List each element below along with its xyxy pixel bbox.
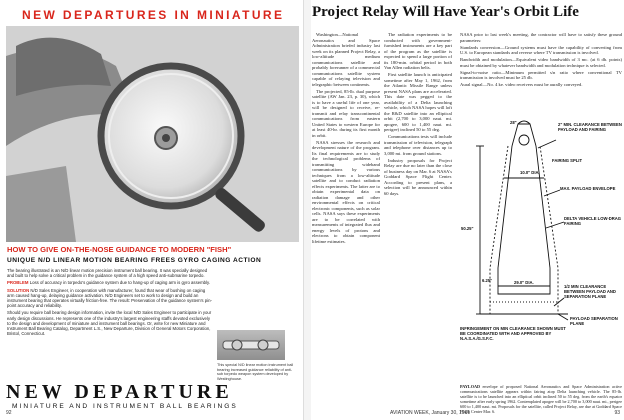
article-column-1 <box>312 32 380 402</box>
paragraph: First satellite launch is anticipated sometime after May 1, 1962, from the Atlantic Missile Range unless present NASA plans are accelerated. This date was pegged to the availability of a Delta launching vehicle, which NASA hopes will loft the R&D satellite into an elliptical orbit (2,700 to 3,000 naut. mi. apogee, 600 to 1,400 naut. mi. perigee) inclined 50 to 55 deg. <box>384 72 452 132</box>
thumbnail-caption: This special N/D linear motion instrument ball bearing increased guidance reliability of anti-sub torpedo weapon system developed by Westinghouse. <box>217 363 294 381</box>
fairing-split-label: FAIRING SPLIT <box>552 158 583 163</box>
separation-plane-label: PAYLOAD SEPARATION PLANE <box>570 316 618 326</box>
paragraph: Standards conversion—Ground systems must have the capability of converting from U.S. to European standards and reverse where TV transmission is involved. <box>460 44 622 55</box>
ad-headline: NEW DEPARTURES IN MINIATURE <box>22 8 285 22</box>
paragraph: The radiation experiments to be conducted with government-furnished instruments are a key part of the program as the satellite is expected to spend a large portion of its 180-min. orbital period in both Van Allen radiation belts. <box>384 32 452 70</box>
dim-625-label: 6.25" <box>482 278 493 283</box>
problem-text: Loss of accuracy in torpedo's guidance system due to hang-up of caging arm is gyro assembly. <box>29 280 211 286</box>
article-page <box>310 0 624 420</box>
magnifier-photo <box>6 26 299 242</box>
max-envelope-label: MAX. PAYLOAD ENVELOPE <box>560 186 616 191</box>
ad-subheadline-2: UNIQUE N/D LINEAR MOTION BEARING FREES GYRO CAGING ACTION <box>7 257 262 264</box>
solution-label: SOLUTION <box>7 287 30 293</box>
paragraph: Communications tests will include transmission of television, telegraph and telephone over distances up to 3,000 mi. from ground stations. <box>384 134 452 156</box>
article-column-2 <box>384 32 452 402</box>
paragraph: Bandwidth and modulation—Equivalent video bandwidth of 3 mc. (at 6 db. points) must be obtained by whatever bandwidth and modulation technique is selected. <box>460 57 622 68</box>
paragraph: Signal-to-noise ratio—Minimum permitted s/n ratio where conventional TV transmission is involved must be 25 db. <box>460 69 622 80</box>
ad-problem <box>7 280 212 285</box>
brand-logo: NEW DEPARTURE <box>6 381 233 403</box>
page-number-left: 92 <box>6 410 12 416</box>
paragraph: Industry proposals for Project Relay are due no later than the close of business day on Mar. 6 at NASA's Goddard Space Flight Center. According to present plans, a selection will be announced within 60 days. <box>384 157 452 196</box>
paragraph: NASA stresses the research and development nature of the program. Its final requirements are to study the technological problems of transmitting wideband communications by various techniques from a low-altitude satellite and to conduct radiation effects experiments. The latter are to obtain experimental data on radiation damage and other environmental effects on critical electronic components, such as solar cells. NASA says these experiments are to be correlated with measurements of integrated flux and energy levels of protons and electrons to obtain component lifetime estimates. <box>312 139 380 244</box>
brand-tagline: MINIATURE AND INSTRUMENT BALL BEARINGS <box>12 403 238 410</box>
payload-diagram <box>460 118 624 342</box>
solution-text: N/D Sales Engineer, in cooperation with manufacturer, found that wear of bushing on caging arm caused hang-up, delaying guidance activation. N/D Engineers set to work to design and build an instrument bearing that operates virtually friction-free. The result: Preservation of the guidance system's pin-point accuracy and reliability. <box>7 287 212 309</box>
journal-footer: AVIATION WEEK, January 30, 1961 <box>390 410 471 416</box>
paragraph: Aural signal—No. 4 ke. video receivers must be aurally conveyed. <box>460 82 583 87</box>
paragraph: The projected, 85-lb. dual purpose satellite (AW Jan. 23, p. 30), which is to have a useful life of one year, will be designed to receive, re-transmit and relay transcontinental communications from eastern United States to western Europe for at least 40-hr. during its first month in orbit. <box>312 88 380 138</box>
bearing-icon <box>217 330 285 360</box>
dia-10-label: 10.0" DIA. <box>520 170 540 175</box>
height-label: 50.25" <box>461 226 474 231</box>
ad-closing: Should you require ball bearing design information, invite the local N/D Sales Engineer to participate in your early design discussions. He represents one of the industry's largest engineering staffs devoted exclusively to the design and development of miniature and instrument ball bearings. Or, write for new Miniature and Instrument Ball Bearing Catalog, Department L.S., New Departure, Division of General Motors Corporation, Bristol, Connecticut. <box>7 310 212 337</box>
ad-solution <box>7 288 212 309</box>
bearing-thumbnail <box>217 330 285 360</box>
clearance-label: 2" MIN. CLEARANCE BETWEEN PAYLOAD AND FAIRING <box>558 122 622 132</box>
infringement-note: INFRINGEMENT ON MIN CLEARANCE SHOWN MUST BE COORDINATED WITH AND APPROVED BY N.A.S.A./G.S.F.C. <box>460 326 566 341</box>
dia-29-label: 29.0" DIA. <box>514 280 534 285</box>
figure-caption-label: PAYLOAD <box>460 384 481 389</box>
ad-subheadline: HOW TO GIVE ON-THE-NOSE GUIDANCE TO MODERN "FISH" <box>7 245 232 254</box>
magnifier-illustration <box>6 26 299 242</box>
dim-top-label: 28" <box>510 120 517 125</box>
advertisement-page <box>0 0 303 420</box>
figure-caption <box>460 384 622 414</box>
page-number-right: 93 <box>614 410 620 416</box>
delta-vehicle-label: DELTA VEHICLE LOW-DRAG FAIRING <box>564 216 622 226</box>
ad-intro: The bearing illustrated is an N/D linear motion precision instrument ball bearing. It was specially designed and built to help solve a critical problem in the guidance system of a high speed anti-submarine torpedo. <box>7 268 208 279</box>
min-clearance-label: 1/2 MIN CLEARANCE BETWEEN PAYLOAD AND SEPARATION PLANE <box>564 284 616 299</box>
article-title: Project Relay Will Have Year's Orbit Life <box>312 4 579 20</box>
problem-label: PROBLEM <box>7 280 29 286</box>
ad-body-copy <box>7 268 212 338</box>
fairing-outline <box>460 118 624 342</box>
paragraph: Washington—National Aeronautics and Space Administration briefed industry last week on its planned Project Relay, a low-altitude medium communications satellite and probably forerunner of a commercial communications satellite system capable of relaying television and telegraphic between continents. <box>312 32 380 87</box>
article-column-3 <box>460 32 622 116</box>
figure-caption-text: envelope of proposed National Aeronautics and Space Administration active communications satellite appears within fairing atop Delta launching vehicle. The 85-lb. satellite is to be launched into an elliptical orbit inclined 50 to 55 deg. from the earth's equator sometime after early spring 1962. Contemplated apogee will be 2,700 to 3,000 naut. mi., perigee 600 to 1,400 naut. mi. Proposals for the satellite, called Project Relay, are due at Goddard Space Flight Center Mar. 6. <box>460 384 622 414</box>
paragraph: NASA prior to last week's meeting, the contractor will have to satisfy these ground parameters: <box>460 32 622 43</box>
